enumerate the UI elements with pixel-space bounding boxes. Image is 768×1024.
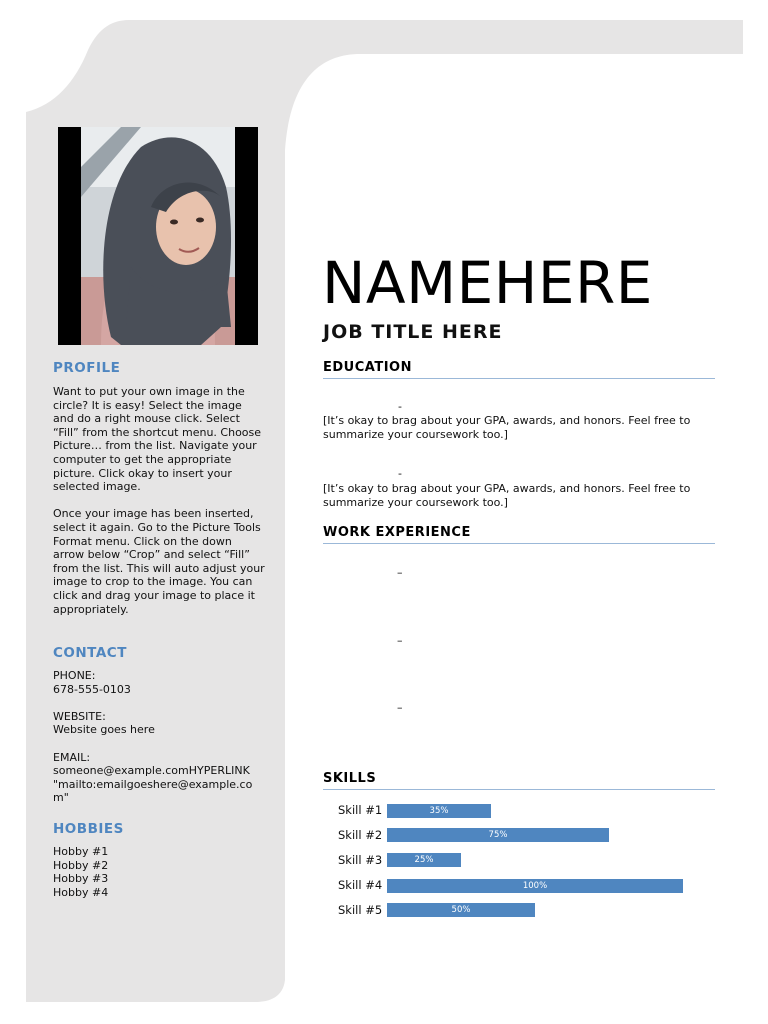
hobbies-list [53, 845, 265, 899]
hobby-item: Hobby #1 [53, 845, 109, 858]
contact-block [53, 669, 261, 805]
hobby-item: Hobby #3 [53, 872, 109, 886]
job-title: JOB TITLE HERE [323, 321, 503, 343]
education-rule [323, 378, 715, 379]
skill-track-3 [387, 853, 715, 867]
skill-label-2: Skill #2 [338, 828, 383, 842]
candidate-name: NAMEHERE [322, 249, 653, 317]
website-value[interactable]: Website goes here [53, 723, 155, 737]
skill-bar-3: 25% [387, 853, 461, 867]
website-label: WEBSITE: [53, 709, 106, 723]
education-dash-1: - [398, 400, 402, 413]
education-entry-1: [It’s okay to brag about your GPA, awards, and honors. Feel free to summarize your coursework too.] [323, 414, 691, 441]
skill-label-5: Skill #5 [338, 903, 383, 917]
work-dash-2: – [397, 634, 403, 647]
profile-text [53, 385, 265, 616]
work-dash-1: – [397, 566, 403, 579]
skill-track-1 [387, 804, 715, 818]
skill-track-5 [387, 903, 715, 917]
profile-photo[interactable] [58, 127, 258, 345]
skill-label-3: Skill #3 [338, 853, 383, 867]
profile-paragraph-2: Once your image has been inserted, select it again. Go to the Picture Tools Format menu. Click on the down arrow below “Crop” and select “Fill” from the list. This will auto adjust your image to crop to the image. You can click and drag your image to place it appropriately. [53, 507, 265, 616]
education-heading: EDUCATION [323, 360, 412, 375]
skill-track-4 [387, 879, 715, 893]
work-experience-heading: WORK EXPERIENCE [323, 525, 471, 540]
education-dash-2: - [398, 467, 402, 480]
skill-bar-1: 35% [387, 804, 491, 818]
work-dash-3: – [397, 701, 403, 714]
hobby-item: Hobby #4 [53, 885, 109, 899]
skill-label-4: Skill #4 [338, 878, 383, 892]
skill-bar-2: 75% [387, 828, 609, 842]
hobbies-heading: HOBBIES [53, 821, 124, 837]
profile-paragraph-1: Want to put your own image in the circle? It is easy! Select the image and do a right mouse click. Select “Fill” from the shortcut menu. Choose Picture… from the list. Navigate your computer to get the appropriate picture. Click okay to insert your selected image. [53, 385, 262, 494]
phone-value: 678-555-0103 [53, 682, 131, 696]
skill-track-2 [387, 828, 715, 842]
skill-bar-5: 50% [387, 903, 535, 917]
skill-bar-4: 100% [387, 879, 683, 893]
email-value[interactable]: someone@example.comHYPERLINK "mailto:emailgoeshere@example.com" [53, 764, 253, 805]
education-entry-2: [It’s okay to brag about your GPA, awards, and honors. Feel free to summarize your coursework too.] [323, 482, 691, 509]
hobby-item: Hobby #2 [53, 858, 109, 872]
email-label: EMAIL: [53, 750, 91, 764]
profile-heading: PROFILE [53, 360, 121, 376]
skills-rule [323, 789, 715, 790]
contact-heading: CONTACT [53, 645, 127, 661]
profile-photo-image [81, 127, 235, 345]
work-experience-rule [323, 543, 715, 544]
skills-heading: SKILLS [323, 771, 377, 786]
skill-label-1: Skill #1 [338, 803, 383, 817]
phone-label: PHONE: [53, 669, 96, 682]
